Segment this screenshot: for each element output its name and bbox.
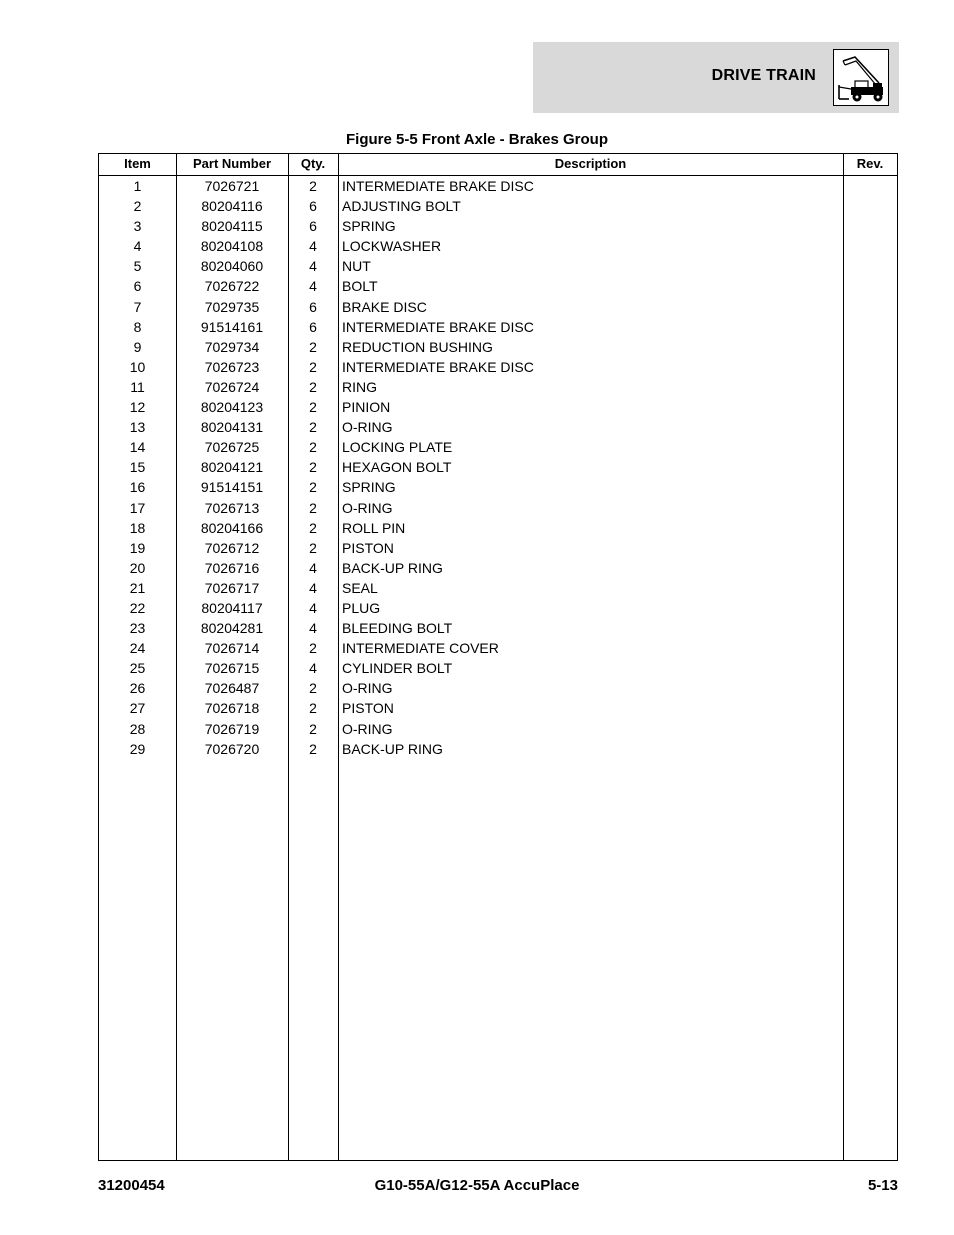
item-cell: 27 xyxy=(129,700,146,717)
description-cell: BACK-UP RING xyxy=(342,740,443,757)
table-row xyxy=(99,377,897,397)
table-row xyxy=(99,417,897,437)
qty-cell: 2 xyxy=(309,399,317,416)
qty-cell: 2 xyxy=(309,439,317,456)
page-number: 5-13 xyxy=(867,1177,898,1194)
description-cell: O-RING xyxy=(342,499,393,516)
part-number-cell: 7026715 xyxy=(204,660,260,677)
item-cell: 9 xyxy=(133,338,142,355)
item-cell: 1 xyxy=(133,178,142,194)
item-cell: 12 xyxy=(129,399,146,416)
part-number-cell: 80204166 xyxy=(200,519,264,536)
table-row xyxy=(99,678,897,698)
part-number-cell: 80204108 xyxy=(200,238,264,255)
column-header-qty: Qty. xyxy=(300,156,326,171)
qty-cell: 2 xyxy=(309,640,317,657)
qty-cell: 2 xyxy=(309,358,317,375)
part-number-cell: 7026714 xyxy=(204,640,260,657)
table-row xyxy=(99,397,897,417)
description-cell: PLUG xyxy=(342,599,381,616)
qty-cell: 4 xyxy=(309,258,317,275)
table-row xyxy=(99,618,897,638)
table-row xyxy=(99,276,897,296)
qty-cell: 2 xyxy=(309,539,317,556)
part-number-cell: 7026717 xyxy=(204,579,260,596)
table-row xyxy=(99,598,897,618)
item-cell: 5 xyxy=(133,258,142,275)
table-row xyxy=(99,297,897,317)
part-number-cell: 7026713 xyxy=(204,499,260,516)
qty-cell: 4 xyxy=(309,579,317,596)
part-number-cell: 7026720 xyxy=(204,740,260,757)
item-cell: 15 xyxy=(129,459,146,476)
item-cell: 29 xyxy=(129,740,146,757)
telehandler-icon xyxy=(833,49,889,106)
column-header-part-number: Part Number xyxy=(192,156,272,171)
qty-cell: 6 xyxy=(309,218,317,235)
item-cell: 6 xyxy=(133,278,142,295)
qty-cell: 4 xyxy=(309,238,317,255)
table-row xyxy=(99,337,897,357)
table-row xyxy=(99,437,897,457)
table-row xyxy=(99,357,897,377)
item-cell: 22 xyxy=(129,599,146,616)
table-row xyxy=(99,256,897,276)
item-cell: 2 xyxy=(133,198,142,215)
qty-cell: 4 xyxy=(309,599,317,616)
figure-title: Figure 5-5 Front Axle - Brakes Group xyxy=(346,131,608,148)
item-cell: 25 xyxy=(129,660,146,677)
table-row xyxy=(99,719,897,739)
table-row xyxy=(99,196,897,216)
description-cell: ADJUSTING BOLT xyxy=(342,198,461,215)
description-cell: PINION xyxy=(342,399,391,416)
item-cell: 23 xyxy=(129,620,146,637)
qty-cell: 2 xyxy=(309,499,317,516)
qty-cell: 2 xyxy=(309,419,317,436)
part-number-cell: 80204115 xyxy=(201,218,263,235)
table-row xyxy=(99,477,897,497)
qty-cell: 2 xyxy=(309,178,317,194)
description-cell: REDUCTION BUSHING xyxy=(342,338,493,355)
part-number-cell: 7026722 xyxy=(204,278,260,295)
parts-table xyxy=(98,153,898,1161)
qty-cell: 2 xyxy=(309,700,317,717)
table-row xyxy=(99,578,897,598)
item-cell: 28 xyxy=(129,720,146,737)
part-number-cell: 7026724 xyxy=(204,378,260,395)
part-number-cell: 7026716 xyxy=(204,559,260,576)
description-cell: CYLINDER BOLT xyxy=(342,660,453,677)
item-cell: 21 xyxy=(129,579,146,596)
part-number-cell: 7026719 xyxy=(204,720,260,737)
table-row xyxy=(99,216,897,236)
item-cell: 18 xyxy=(129,519,146,536)
column-header-item: Item xyxy=(124,156,151,171)
column-header-description: Description xyxy=(554,156,627,171)
qty-cell: 6 xyxy=(309,318,317,335)
part-number-cell: 7026718 xyxy=(204,700,260,717)
description-cell: ROLL PIN xyxy=(342,519,406,536)
table-row xyxy=(99,638,897,658)
item-cell: 8 xyxy=(133,318,142,335)
description-cell: INTERMEDIATE BRAKE DISC xyxy=(342,318,534,335)
description-cell: SPRING xyxy=(342,479,396,496)
qty-cell: 4 xyxy=(309,559,317,576)
qty-cell: 2 xyxy=(309,519,317,536)
table-body xyxy=(99,176,897,759)
description-cell: RING xyxy=(342,378,377,395)
qty-cell: 2 xyxy=(309,680,317,697)
description-cell: INTERMEDIATE BRAKE DISC xyxy=(342,178,534,194)
qty-cell: 2 xyxy=(309,720,317,737)
description-cell: HEXAGON BOLT xyxy=(342,459,452,476)
qty-cell: 6 xyxy=(309,298,317,315)
description-cell: LOCKING PLATE xyxy=(342,439,453,456)
description-cell: SEAL xyxy=(342,579,378,596)
item-cell: 20 xyxy=(129,559,146,576)
description-cell: BLEEDING BOLT xyxy=(342,620,453,637)
item-cell: 7 xyxy=(133,298,142,315)
column-header-rev: Rev. xyxy=(856,156,884,171)
part-number-cell: 7026721 xyxy=(204,178,260,194)
qty-cell: 2 xyxy=(309,459,317,476)
description-cell: O-RING xyxy=(342,419,393,436)
description-cell: PISTON xyxy=(342,700,394,717)
table-row xyxy=(99,739,897,759)
item-cell: 17 xyxy=(129,499,146,516)
description-cell: BOLT xyxy=(342,278,378,295)
part-number-cell: 91514161 xyxy=(200,318,264,335)
item-cell: 4 xyxy=(133,238,142,255)
item-cell: 19 xyxy=(129,539,146,556)
table-row xyxy=(99,176,897,196)
part-number-cell: 80204281 xyxy=(200,620,264,637)
part-number-cell: 80204131 xyxy=(200,419,264,436)
description-cell: O-RING xyxy=(342,720,393,737)
table-row xyxy=(99,317,897,337)
part-number-cell: 80204123 xyxy=(200,399,264,416)
qty-cell: 2 xyxy=(309,378,317,395)
table-row xyxy=(99,518,897,538)
description-cell: PISTON xyxy=(342,539,394,556)
item-cell: 10 xyxy=(129,358,146,375)
description-cell: INTERMEDIATE COVER xyxy=(342,640,499,657)
model-name: G10-55A/G12-55A AccuPlace xyxy=(374,1177,580,1194)
section-title: DRIVE TRAIN xyxy=(711,67,816,84)
qty-cell: 4 xyxy=(309,278,317,295)
item-cell: 3 xyxy=(133,218,142,235)
description-cell: LOCKWASHER xyxy=(342,238,442,255)
part-number-cell: 80204117 xyxy=(201,599,263,616)
table-row xyxy=(99,236,897,256)
table-row xyxy=(99,457,897,477)
qty-cell: 2 xyxy=(309,740,317,757)
item-cell: 24 xyxy=(129,640,146,657)
qty-cell: 4 xyxy=(309,660,317,677)
description-cell: BRAKE DISC xyxy=(342,298,427,315)
part-number-cell: 7026487 xyxy=(204,680,260,697)
item-cell: 26 xyxy=(129,680,146,697)
description-cell: BACK-UP RING xyxy=(342,559,443,576)
part-number-cell: 80204121 xyxy=(200,459,264,476)
table-row xyxy=(99,558,897,578)
part-number-cell: 7029735 xyxy=(204,298,260,315)
part-number-cell: 7026723 xyxy=(204,358,260,375)
table-row xyxy=(99,498,897,518)
part-number-cell: 80204060 xyxy=(200,258,264,275)
part-number-cell: 7029734 xyxy=(204,338,260,355)
description-cell: O-RING xyxy=(342,680,393,697)
description-cell: INTERMEDIATE BRAKE DISC xyxy=(342,358,534,375)
description-cell: SPRING xyxy=(342,218,396,235)
qty-cell: 6 xyxy=(309,198,317,215)
document-number: 31200454 xyxy=(98,1177,165,1194)
item-cell: 11 xyxy=(130,378,145,395)
table-row xyxy=(99,698,897,718)
part-number-cell: 7026712 xyxy=(204,539,260,556)
section-header xyxy=(533,42,899,113)
item-cell: 14 xyxy=(129,439,146,456)
part-number-cell: 7026725 xyxy=(204,439,260,456)
qty-cell: 4 xyxy=(309,620,317,637)
part-number-cell: 80204116 xyxy=(201,198,263,215)
table-row xyxy=(99,658,897,678)
qty-cell: 2 xyxy=(309,338,317,355)
item-cell: 16 xyxy=(129,479,146,496)
table-row xyxy=(99,538,897,558)
item-cell: 13 xyxy=(129,419,146,436)
qty-cell: 2 xyxy=(309,479,317,496)
description-cell: NUT xyxy=(342,258,371,275)
part-number-cell: 91514151 xyxy=(200,479,264,496)
